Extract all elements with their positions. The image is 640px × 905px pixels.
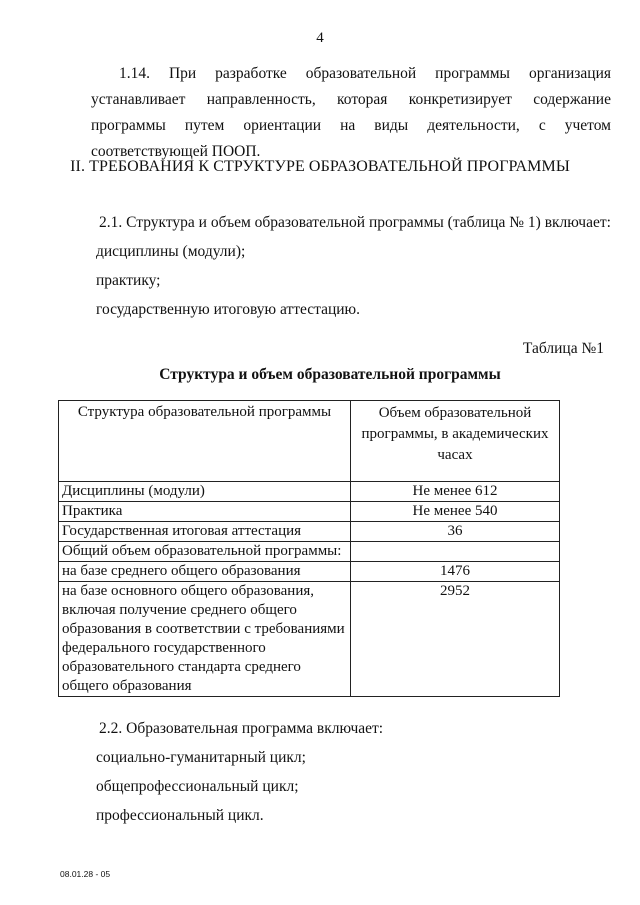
table-cell: Практика (59, 502, 351, 522)
table-label: Таблица №1 (522, 340, 604, 357)
table-cell: Общий объем образовательной программы: (59, 542, 351, 562)
table-cell: Не менее 612 (351, 482, 560, 502)
list-2-2-lead: 2.2. Образовательная программа включает: (99, 720, 384, 737)
table-title: Структура и объем образовательной программы (159, 366, 501, 383)
table-header-cell: Структура образовательной программы (59, 401, 351, 482)
footer-code: 08.01.28 - 05 (60, 869, 111, 879)
table-cell (351, 542, 560, 562)
list-2-1 (96, 210, 611, 326)
table-row (59, 582, 560, 697)
paragraph-1-14 (91, 61, 611, 165)
list-2-2 (96, 716, 383, 832)
table-cell: 2952 (351, 582, 560, 697)
list-item: профессиональный цикл. (96, 807, 264, 824)
table-cell: на базе основного общего образования, включая получение среднего общего образования в соответствии с требованиями федерального государственного образовательного стандарта среднего общего образования (59, 582, 351, 697)
table-row (59, 562, 560, 582)
page-number: 4 (316, 30, 324, 46)
list-item: дисциплины (модули); (96, 243, 246, 260)
table-row (59, 522, 560, 542)
section-title: II. ТРЕБОВАНИЯ К СТРУКТУРЕ ОБРАЗОВАТЕЛЬНОЙ ПРОГРАММЫ (70, 158, 570, 175)
table-cell: Государственная итоговая аттестация (59, 522, 351, 542)
table-cell: 1476 (351, 562, 560, 582)
paragraph-1-14-text: 1.14. При разработке образовательной программы организация устанавливает направленность, которая конкретизирует содержание программы путем ориентации на виды деятельности, с учетом соответствующей ПООП. (91, 65, 611, 160)
table-row (59, 482, 560, 502)
table-cell: Не менее 540 (351, 502, 560, 522)
structure-table (58, 400, 560, 697)
list-item: государственную итоговую аттестацию. (96, 301, 361, 318)
table-row (59, 502, 560, 522)
list-2-1-lead: 2.1. Структура и объем образовательной программы (таблица № 1) включает: (99, 214, 611, 231)
table-header-cell: Объем образовательной программы, в академических часах (351, 401, 560, 482)
list-item: практику; (96, 272, 161, 289)
list-item: социально-гуманитарный цикл; (96, 749, 306, 766)
table-cell: Дисциплины (модули) (59, 482, 351, 502)
table-header-row (59, 401, 560, 482)
list-item: общепрофессиональный цикл; (96, 778, 299, 795)
table-cell: 36 (351, 522, 560, 542)
table-row (59, 542, 560, 562)
table-cell: на базе среднего общего образования (59, 562, 351, 582)
